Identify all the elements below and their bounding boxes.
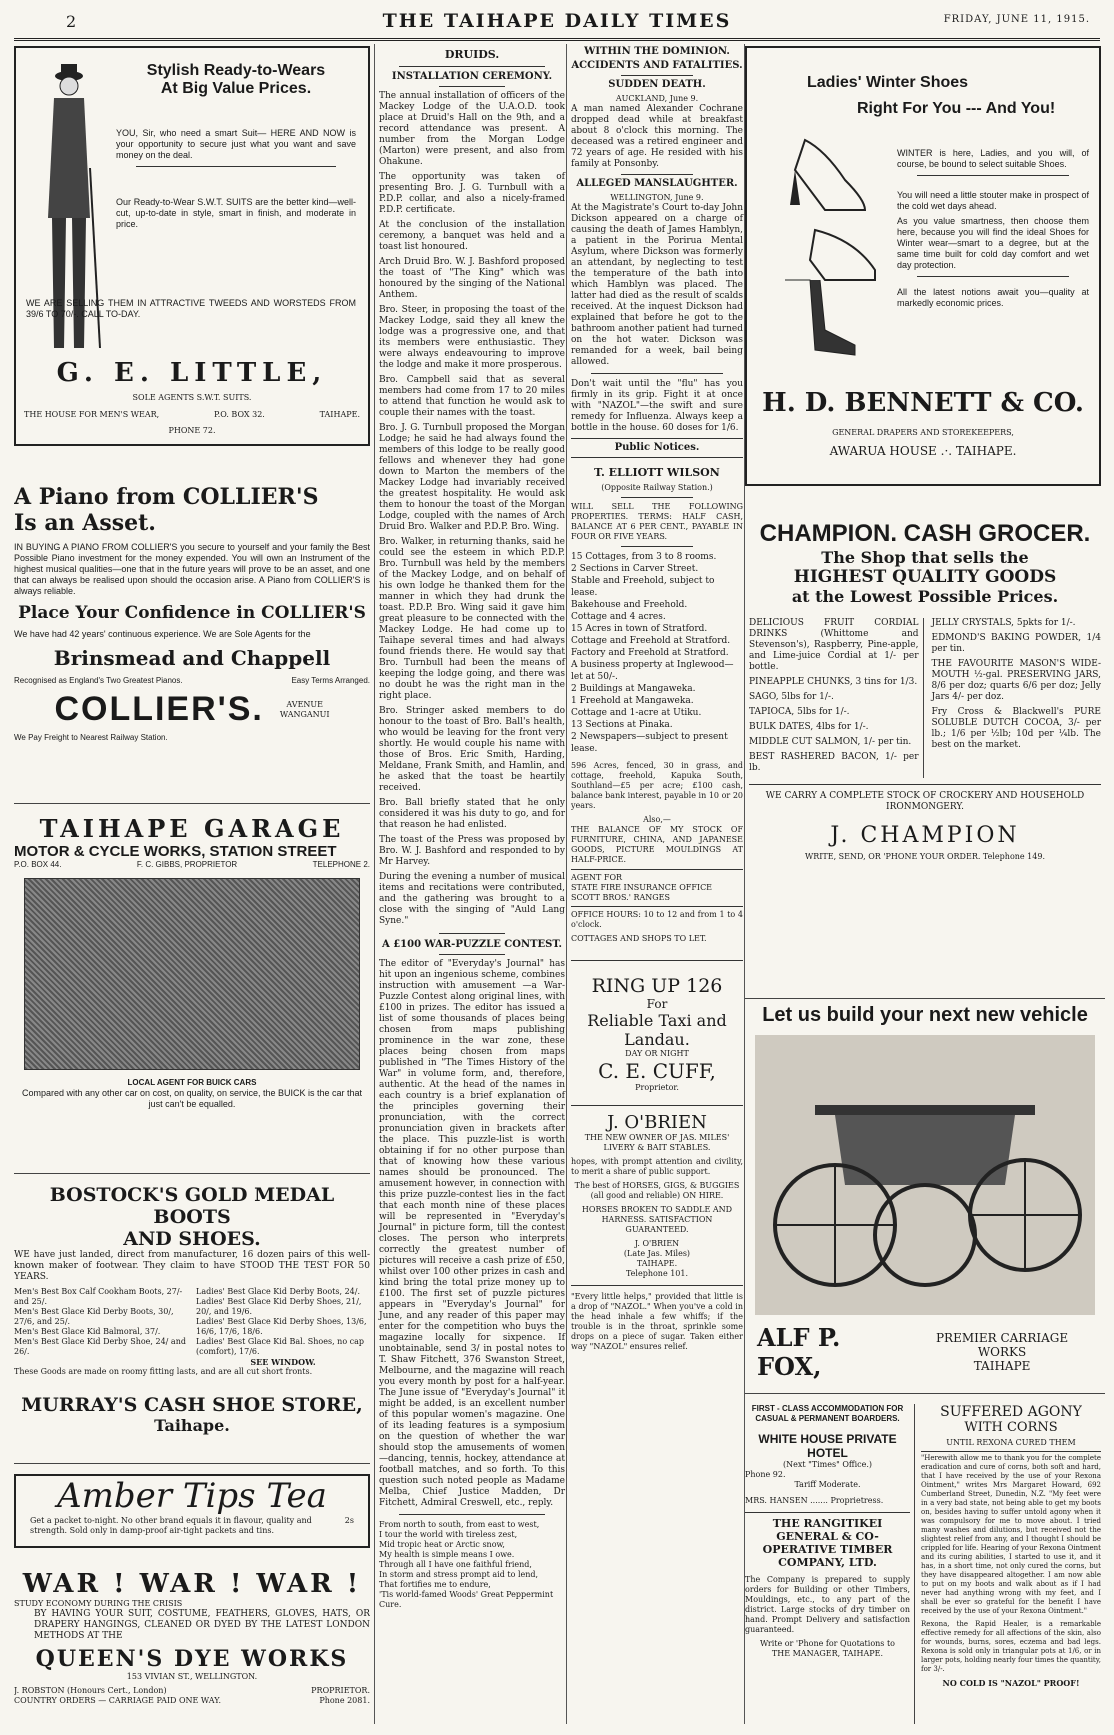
verse-line: 'Tis world-famed Woods' Great Peppermint Cure. <box>379 1590 554 1609</box>
property-item: Stable and Freehold, subject to lease. <box>571 576 715 598</box>
little-paragraph-2: Our Ready-to-Wear S.W.T. SUITS are the better kind—well-cut, up-to-date in style, smart in finish, and moderate in price. <box>116 197 356 229</box>
whitehouse-phone: Phone 92. <box>745 1470 786 1479</box>
colliers-addr-1: AVENUE <box>286 699 323 709</box>
little-phone: PHONE 72. <box>168 426 216 435</box>
whitehouse-name: WHITE HOUSE PRIVATE HOTEL <box>758 1432 897 1460</box>
war-ad <box>14 1569 370 1724</box>
puzzle-verse <box>379 1520 565 1610</box>
amber-sub: Get a packet to-night. No other brand equals it in flavour, quality and strength. Sold only in damp-proof air-tight packets and tins. <box>30 1516 312 1535</box>
nazol-ad-2: "Every little helps," provided that little is a drop of "NAZOL." When you've a cold in the head inhale a few whiffs; if the trouble is in the throat, sprinkle some drops on a piece of sugar. Taken either way "NAZOL" ensures relief. <box>571 1292 743 1351</box>
little-heading-1: Stylish Ready-to-Wears <box>146 62 326 79</box>
bennett-para-2: You will need a little stouter make in prospect of the cold wet days ahead. <box>897 190 1089 211</box>
price-item: SAGO, 5lbs for 1/-. <box>749 692 834 702</box>
garage-title: TAIHAPE GARAGE <box>39 814 345 843</box>
column-3 <box>566 44 747 1724</box>
dateline-auckland: AUCKLAND, June 9. <box>615 94 699 103</box>
price-item: DELICIOUS FRUIT CORDIAL DRINKS (Whittome and Stevenson's), Raspberry, Pine-apple, and Lime-juice Cordial at 1/- per bottle. <box>749 618 919 672</box>
rangitikei-write: Write or 'Phone for Quotations to <box>760 1639 895 1648</box>
boots-item: Ladies' Best Glace Kid Derby Shoes, 21/, 20/, and 19/6. <box>196 1297 362 1316</box>
price-item: BEST RASHERED BACON, 1/- per lb. <box>749 752 919 773</box>
boots-item: Ladies' Best Glace Kid Bal. Shoes, no cap (comfort), 17/6. <box>196 1337 365 1356</box>
rexona-title-1: SUFFERED AGONY <box>940 1404 1082 1420</box>
champion-ad <box>745 514 1105 999</box>
little-town: TAIHAPE. <box>319 410 360 419</box>
agent-scott: SCOTT BROS.' RANGES <box>571 893 670 902</box>
verse-line: Mid tropic heat or Arctic snow, <box>379 1540 505 1549</box>
boots-ad <box>14 1184 370 1394</box>
war-country: COUNTRY ORDERS — CARRIAGE PAID ONE WAY. <box>14 1696 221 1705</box>
obrien-broken: HORSES BROKEN TO SADDLE AND HARNESS. SATISFACTION GUARANTEED. <box>581 1205 733 1234</box>
price-item: Fry Cross & Blackwell's PURE SOLUBLE DUTCH COCOA, 3/- per lb.; 1/6 per ½lb; 10d per ¼lb. The best on the market. <box>931 707 1101 750</box>
little-paragraph-1: YOU, Sir, who need a smart Suit— HERE AND NOW is your opportunity to secure just what you want and save money on the deal. <box>116 128 356 160</box>
taxi-line-5: DAY OR NIGHT <box>625 1049 689 1058</box>
bennett-text <box>897 148 1089 313</box>
war-title: WAR ! WAR ! WAR ! <box>22 1569 362 1599</box>
public-notices-title: Public Notices. <box>614 442 700 453</box>
little-house: THE HOUSE FOR MEN'S WEAR, <box>24 410 160 419</box>
column-4 <box>744 44 1105 1724</box>
druids-para: The annual installation of officers of the Mackey Lodge of the U.A.O.D. took place at Druid's Hall on the 9th, and a record attendance was present. A number from the Morgan Lodge (Marton) were present, and also from Ohakune. <box>379 91 565 167</box>
car-photo <box>24 878 360 1070</box>
druids-para: Bro. J. G. Turnbull proposed the Morgan Lodge; he said he had always found the members of this lodge to be really good fellows and whenever they had gone down to Marton the members of the Mackey Lodge had invariably received the greatest hospitality. He would ask them to honour the toast of the Morgan Lodge, coupled with the names of Arch Druid Bro. Walker and P.D.P. Bro. Wing. <box>379 423 565 532</box>
war-phone: Phone 2081. <box>319 1696 370 1705</box>
druids-para: Bro. Ball briefly stated that he only considered it was his duty to go, and for that reason he had enlisted. <box>379 798 565 830</box>
obrien-owner: THE NEW OWNER OF JAS. MILES' LIVERY & BAIT STABLES. <box>584 1133 730 1152</box>
rexona-title-2: WITH CORNS <box>964 1420 1058 1435</box>
colliers-heading-1: A Piano from COLLIER'S <box>14 484 319 510</box>
rangitikei-title: THE RANGITIKEI GENERAL & CO-OPERATIVE TIMBER COMPANY, LTD. <box>762 1517 893 1569</box>
price-item: THE FAVOURITE MASON'S WIDE-MOUTH ½-gal. PRESERVING JARS, 8/6 per doz; quarts 6/6 per doz; Jelly Jars 4/- per doz. <box>931 659 1101 702</box>
colliers-terms: Easy Terms Arranged. <box>291 676 370 685</box>
property-item: 15 Cottages, from 3 to 8 rooms. <box>571 552 717 562</box>
puzzle-title: A £100 WAR-PUZZLE CONTEST. <box>381 939 563 950</box>
column-2 <box>374 44 569 1724</box>
druids-para: Bro. Walker, in returning thanks, said he could see the esteem in which P.D.P. Bro. Turnbull was held by the members of the Mackey Lodge, and on behalf of his own lodge he thanked them for the manner in which they had drunk the toast. P.D.P. Bro. Wing said it gave him great pleasure to be connected with the Mackey Lodge. He had come up to Taihape several times and had always found friends there. He would say that Bro. Turnbull had been the means of keeping the lodge going, and there was no doubt he was the right man in the right place. <box>379 537 565 701</box>
amber-title: Amber Tips Tea <box>57 1476 327 1516</box>
rexona-body: "Herewith allow me to thank you for the complete eradication and cure of corns, both soft and hard, that I have received by the use of your Rexona Ointment," writes Mrs Margaret Howard, 692 Cumberland Street, Dunedin, N.Z. "My feet were in a very bad state, not being able to get my boots on, besides having to suffer untold agony when it was compulsory for me to move about. I tried many washes and dilutions, but received not the slightest relief from any, and I thought I should be crippled for life. Hearing of your Rexona Ointment and its curing abilities, I started to use it, and it has, in a short time, not only cured the corns, but they have disappeared altogether. I am now able to put on my boots and walk about as if I had never had anything wrong with my feet, and I shall be ever so grateful for the benefit I have received by the use of your Rexona Ointment." <box>921 1454 1101 1615</box>
champion-line-2: HIGHEST QUALITY GOODS <box>793 567 1057 587</box>
price-item: EDMOND'S BAKING POWDER, 1/4 per tin. <box>931 633 1101 654</box>
little-ad <box>14 46 370 446</box>
little-agents: SOLE AGENTS S.W.T. SUITS. <box>132 393 252 402</box>
verse-line: In storm and stress prompt aid to lend, <box>379 1570 539 1579</box>
property-item: 13 Sections at Pinaka. <box>571 720 673 730</box>
taxi-line-3: Reliable Taxi and <box>587 1011 727 1030</box>
bennett-heading-1: Ladies' Winter Shoes <box>807 74 969 91</box>
obrien-town: TAIHAPE. <box>636 1259 678 1268</box>
puzzle-para: The editor of "Everyday's Journal" has hit upon an ingenious scheme, combines instruction with amusement —a War-Puzzle Contest along original lines, with £100 in prizes. The editor has issued a list of some thousands of places being chosen from maps publishing prominence in the war zone, these places being chosen from maps published in "The Times History of the War" in volume form, and, therefore, authentic. At the head of the names in each country is a brief explanation of the principles governing their pronunciation, with the correct pronunciation given in brackets after the place. This puzzle-list is worth obtaining if for no other purpose than that of knowing how these various names should be pronounced. The amusement however, in connection with this prize puzzle-contest lies in the fact that each month nine of these places will be represented in "Everyday's Journal" in picture form, till the contest closes. The person who interprets correctly the greatest number of pictures will receive a cash prize of £50, whilst over 100 other prizes in cash and kind bring the total prize money up to £100. The first set of puzzle pictures appears in "Everyday's Journal" for June, and any reader of this paper may enter for the competition who buys the magazine locally for sixpence. If unobtainable, send 3/ in postal notes to T. Shaw Fitchett, 376 Swanston Street, Melbourne, and the magazine will reach you every month by post for a half-year. The June issue of "Everyday's Journal" it might be added, is an excellent number of this popular women's magazine. One of its leading features is a symposium on the question of whether the war should stop the amusements of women —dancing, tennis, hockey, attendance at football matches, and so forth. To this question such noted people as Madame Melba, Chief Justice Madden, Dr Fitchett, Admiral Creswell, etc., reply. <box>379 959 565 1508</box>
obrien-tel: Telephone 101. <box>625 1269 689 1278</box>
wilson-also: Also,— <box>643 815 671 824</box>
obrien-hopes: hopes, with prompt attention and civility, to merit a share of public support. <box>571 1157 743 1176</box>
druids-subtitle: INSTALLATION CEREMONY. <box>391 71 553 82</box>
druids-para: Bro. Steer, in proposing the toast of the Mackey Lodge, said they all knew the lodge was a progressive one, and that its members were enthusiastic. They were always endeavouring to improve the lodge and make it more prosperous. <box>379 305 565 370</box>
boots-title-2: AND SHOES. <box>123 1228 261 1250</box>
property-item: Cottage and 1-acre at Utiku. <box>571 708 702 718</box>
bennett-para-1: WINTER is here, Ladies, and you will, of course, be bound to select suitable Shoes. <box>897 148 1089 169</box>
rangitikei-manager: THE MANAGER, TAIHAPE. <box>771 1649 884 1658</box>
little-name: G. E. LITTLE, <box>56 358 328 388</box>
fox-name: ALF P. FOX, <box>757 1323 841 1381</box>
boots-item: Men's Best Glace Kid Derby Boots, 30/, 27/6, and 25/. <box>14 1307 174 1326</box>
garage-prop: F. C. GIBBS, PROPRIETOR <box>136 860 238 869</box>
queens-dye-works: QUEEN'S DYE WORKS <box>35 1646 349 1672</box>
whitehouse-tariff: Tariff Moderate. <box>794 1480 861 1489</box>
page-number: 2 <box>66 12 77 31</box>
garage-tel: TELEPHONE 2. <box>312 860 370 869</box>
murray-town: Taihape. <box>154 1416 230 1435</box>
garage-agent: LOCAL AGENT FOR BUICK CARS <box>127 1078 257 1087</box>
champion-price-list <box>749 618 1101 778</box>
boots-item: Men's Best Box Calf Cookham Boots, 27/- and 25/. <box>14 1287 183 1306</box>
agent-for: AGENT FOR <box>571 873 623 882</box>
rangitikei-body: The Company is prepared to supply orders for Building or other Timbers, Mouldings, etc., to any part of the district. Large stocks of dry timber on hand. Prompt Delivery and satisfaction guaranteed. <box>745 1575 910 1634</box>
druids-para: Bro. Campbell said that as several members had come from 17 to 20 miles to attend that function he would ask to couple their names with the toast. <box>379 375 565 418</box>
war-economy: STUDY ECONOMY DURING THE CRISIS <box>14 1599 183 1608</box>
taxi-line-2: For <box>646 997 668 1011</box>
shoes-illustration <box>765 130 885 360</box>
obrien-late: (Late Jas. Miles) <box>623 1249 691 1258</box>
property-item: 2 Buildings at Mangaweka. <box>571 684 696 694</box>
boots-item: Ladies' Best Glace Kid Derby Boots, 24/. <box>196 1287 360 1296</box>
little-selling: WE ARE SELLING THEM IN ATTRACTIVE TWEEDS AND WORSTEDS FROM 39/6 TO 70/-. CALL TO-DAY. <box>26 298 356 319</box>
murray-name: MURRAY'S CASH SHOE STORE, <box>21 1394 363 1416</box>
obrien-name: J. O'BRIEN <box>607 1112 707 1133</box>
murray-store <box>14 1394 370 1464</box>
colliers-place: Place Your Confidence in COLLIER'S <box>18 603 366 623</box>
price-item: MIDDLE CUT SALMON, 1/- per tin. <box>749 737 912 747</box>
whitehouse-next: (Next "Times" Office.) <box>782 1460 873 1469</box>
boots-intro: WE have just landed, direct from manufacturer, 16 dozen pairs of this well-known maker of footwear. They claim to have STOOD THE TEST FOR 50 YEARS. <box>14 1250 370 1282</box>
war-body: BY HAVING YOUR SUIT, COSTUME, FEATHERS, GLOVES, HATS, OR DRAPERY HANGINGS, CLEANED OR DYED BY THE LATEST LONDON METHODS AT THE <box>34 1609 370 1641</box>
rexona-footer: NO COLD IS "NAZOL" PROOF! <box>942 1678 1080 1688</box>
bennett-ad <box>745 46 1101 486</box>
wilson-name: T. ELLIOTT WILSON <box>594 466 720 479</box>
wilson-opp: (Opposite Railway Station.) <box>601 483 713 492</box>
price-item: BULK DATES, 4lbs for 1/-. <box>749 722 869 732</box>
taxi-ad <box>571 975 743 1093</box>
colliers-ad <box>14 484 370 804</box>
bennett-heading-2: Right For You --- And You! <box>857 100 1056 117</box>
champion-stock: WE CARRY A COMPLETE STOCK OF CROCKERY AND HOUSEHOLD IRONMONGERY. <box>765 791 1085 812</box>
amber-price: 2s <box>344 1516 354 1525</box>
amber-ad <box>14 1474 370 1548</box>
druids-para: The opportunity was taken of presenting Bro. J. G. Turnbull with a P.D.P. collar, and also a nicely-framed P.D.P. certificate. <box>379 172 565 215</box>
boots-note: These Goods are made on roomy fitting lasts, and are all cut short fronts. <box>14 1367 313 1376</box>
war-prop: J. ROBSTON (Honours Cert., London) <box>14 1686 167 1695</box>
boots-item: Men's Best Glace Kid Balmoral, 37/. <box>14 1327 161 1336</box>
bennett-para-4: All the latest notions await you—quality at markedly economic prices. <box>897 287 1089 308</box>
dominion-para-1: A man named Alexander Cochrane dropped dead while at breakfast about 8 o'clock this morning. The deceased was a retired engineer and 72 years of age. He resided with his family at Ponsonby. <box>571 104 743 169</box>
sudden-death: SUDDEN DEATH. <box>608 79 706 90</box>
dateline-wellington: WELLINGTON, June 9. <box>610 193 704 202</box>
property-item: 2 Newspapers—subject to present lease. <box>571 732 728 754</box>
colliers-brands: Brinsmead and Chappell <box>53 646 331 670</box>
champion-line-3: at the Lowest Possible Prices. <box>791 587 1059 606</box>
property-item: 15 Acres in town of Stratford. <box>571 624 708 634</box>
fox-heading: Let us build your next new vehicle <box>762 1004 1088 1026</box>
whitehouse-ad <box>745 1404 915 1724</box>
bennett-house: AWARUA HOUSE .·. TAIHAPE. <box>829 444 1017 458</box>
colliers-body: IN BUYING A PIANO FROM COLLIER'S you secure to yourself and your family the Best Possible Piano investment for the money expended. You will own an Instrument of the highest musical qualities—one that in the future years will prove to be an asset, and one that can always be realised upon should the occasion arise. A Piano from COLLIER'S is always reliable. <box>14 542 370 596</box>
little-po: P.O. BOX 32. <box>213 410 265 419</box>
garage-ad <box>14 814 370 1174</box>
druids-title: DRUIDS. <box>444 48 500 61</box>
dominion-title: WITHIN THE DOMINION. <box>584 46 730 57</box>
taxi-line-1: RING UP 126 <box>591 975 723 997</box>
colliers-addr-2: WANGANUI <box>279 709 330 719</box>
verse-line: I tour the world with tireless zest, <box>379 1530 518 1539</box>
taxi-prop: Proprietor. <box>635 1083 679 1092</box>
verse-line: My health is simple means I owe. <box>379 1550 515 1559</box>
obrien-best: The best of HORSES, GIGS, & BUGGIES (all good and reliable) ON HIRE. <box>574 1181 740 1200</box>
champion-line-1: The Shop that sells the <box>821 548 1029 567</box>
colliers-recognised: Recognised as England's Two Greatest Pianos. <box>14 676 183 685</box>
whitehouse-first: FIRST - CLASS ACCOMMODATION FOR CASUAL & PERMANENT BOARDERS. <box>751 1404 904 1423</box>
druids-para: Arch Druid Bro. W. J. Bashford proposed the toast of "The King" which was honoured by the singing of the National Anthem. <box>379 257 565 300</box>
verse-line: From north to south, from east to west, <box>379 1520 540 1529</box>
druids-para: The toast of the Press was proposed by Bro. W. J. Bashford and responded to by Mr Harvey. <box>379 835 565 867</box>
fox-ad <box>745 1004 1105 1394</box>
verse-line: Through all I have one faithful friend, <box>379 1560 532 1569</box>
property-item: Cottage and Freehold at Stratford. <box>571 636 731 646</box>
colliers-years: We have had 42 years' continuous experience. We are Sole Agents for the <box>14 629 311 639</box>
garage-subtitle: MOTOR & CYCLE WORKS, STATION STREET <box>14 843 337 860</box>
garage-box: P.O. BOX 44. <box>14 860 62 869</box>
issue-date: FRIDAY, JUNE 11, 1915. <box>943 14 1090 25</box>
colliers-heading-2: Is an Asset. <box>14 510 156 536</box>
champion-write: WRITE, SEND, OR 'PHONE YOUR ORDER. Telephone 149. <box>805 852 1045 861</box>
property-item: A business property at Inglewood—let at 50/-. <box>571 660 734 682</box>
newspaper-title: THE TAIHAPE DAILY TIMES <box>382 10 732 32</box>
garage-compare: Compared with any other car on cost, on quality, on service, the BUICK is the car that just can't be equalled. <box>22 1088 362 1109</box>
rexona-ad <box>921 1404 1101 1724</box>
little-heading-2: At Big Value Prices. <box>160 80 312 97</box>
rexona-body-2: Rexona, the Rapid Healer, is a remarkable effective remedy for all affections of the skin, also for wounds, burns, sores, eczema and bad legs. Rexona is sold only in triangular pots at 1/6, or in larger pots, holding nearly four times the quantity, for 3/-. <box>921 1620 1101 1673</box>
druids-para: During the evening a number of musical items and recitations were contributed, and the gathering was brought to a close with the singing of "Auld Lang Syne." <box>379 872 565 926</box>
little-text <box>116 62 356 234</box>
boots-title-1: BOSTOCK'S GOLD MEDAL BOOTS <box>49 1184 335 1228</box>
obrien-sig: J. O'BRIEN <box>634 1239 680 1248</box>
fox-town: TAIHAPE <box>973 1359 1031 1373</box>
property-item: Bakehouse and Freehold. <box>571 600 688 610</box>
bennett-name: H. D. BENNETT & CO. <box>762 388 1084 418</box>
champion-name: J. CHAMPION <box>830 823 1020 848</box>
manslaughter-head: ALLEGED MANSLAUGHTER. <box>576 178 738 189</box>
druids-para: Bro. Stringer asked members to do honour to the toast of Bro. Ball's health, who would be leaving for the front very shortly. He would couple his name with those of Bros. Eric Smith, Harding, Meldane, Frank Smith, and Hamlin, and he asked that the toast be heartily received. <box>379 706 565 793</box>
price-item: JELLY CRYSTALS, 5pkts for 1/-. <box>931 618 1076 628</box>
bennett-para-3: As you value smartness, then choose them here, because you will find the ideal Shoes for Winter wear—smart to a degree, but at the same time built for cold day comfort and wet day protection. <box>897 216 1089 270</box>
property-list <box>571 551 743 755</box>
fox-works: PREMIER CARRIAGE WORKS <box>935 1331 1069 1359</box>
property-item: Cottage and 4 acres. <box>571 612 666 622</box>
colliers-name: COLLIER'S. <box>54 690 264 728</box>
masthead <box>14 8 1100 41</box>
nazol-ad: Don't wait until the "flu" has you firmly in its grip. Fight it at once with "NAZOL"—the swift and sure remedy for Influenza. Always keep a bottle in the house. 60 doses for 1/6. <box>571 379 743 433</box>
dominion-sub: ACCIDENTS AND FATALITIES. <box>571 60 743 71</box>
boots-list <box>14 1287 370 1367</box>
agent-state-fire: STATE FIRE INSURANCE OFFICE <box>571 883 713 892</box>
price-item: PINEAPPLE CHUNKS, 3 tins for 1/3. <box>749 677 918 687</box>
office-hours: OFFICE HOURS: 10 to 12 and from 1 to 4 o'clock. <box>571 910 743 929</box>
boots-item: Men's Best Glace Kid Derby Shoe, 24/ and 26/. <box>14 1337 186 1356</box>
cottages-to-let: COTTAGES AND SHOPS TO LET. <box>571 934 707 943</box>
boots-item: Ladies' Best Glace Kid Derby Shoes, 13/6, 16/6, 17/6, 18/6. <box>196 1317 367 1336</box>
wilson-sell: WILL SELL THE FOLLOWING PROPERTIES. TERMS: HALF CASH, BALANCE AT 6 PER CENT., PAYABLE IN FOUR OR FIVE YEARS. <box>571 502 743 541</box>
boots-see: SEE WINDOW. <box>250 1357 316 1367</box>
dominion-para-2: At the Magistrate's Court to-day John Dickson appeared on a charge of causing the death of James Hamblyn, a patient in the Porirua Mental Asylum, where Dickson was formerly an attendant, by neglecting to test the temperature of the bath into which Hamblyn was placed. The latter had died as the result of scalds received. At the inquest Dickson had explained that before he got to the bathroom another patient had turned on the hot water. Dickson was remanded for a week, bail being allowed. <box>571 203 743 367</box>
taxi-line-4: Landau. <box>624 1030 690 1049</box>
druids-para: At the conclusion of the installation ceremony, a banquet was held and a toast list honoured. <box>379 220 565 252</box>
champion-title: CHAMPION. CASH GROCER. <box>759 520 1091 547</box>
property-item: 1 Freehold at Mangaweka. <box>571 696 694 706</box>
buggy-illustration <box>755 1035 1095 1315</box>
bennett-sub: GENERAL DRAPERS AND STOREKEEPERS, <box>832 428 1014 437</box>
colliers-freight: We Pay Freight to Nearest Railway Station. <box>14 733 168 742</box>
wilson-balance: THE BALANCE OF MY STOCK OF FURNITURE, CHINA, AND JAPANESE GOODS, PICTURE MOULDINGS AT HALF-PRICE. <box>571 825 743 864</box>
whitehouse-prop: MRS. HANSEN ....... Proprietress. <box>745 1496 884 1505</box>
taxi-name: C. E. CUFF, <box>598 1059 716 1083</box>
rexona-title-3: UNTIL REXONA CURED THEM <box>946 1438 1076 1447</box>
property-item: Factory and Freehold at Stratford. <box>571 648 729 658</box>
property-item: 2 Sections in Carver Street. <box>571 564 699 574</box>
verse-line: That fortifies me to endure, <box>379 1580 491 1589</box>
price-item: TAPIOCA, 5lbs for 1/-. <box>749 707 850 717</box>
war-propr: PROPRIETOR. <box>311 1686 370 1695</box>
war-address: 153 VIVIAN ST., WELLINGTON. <box>126 1672 258 1681</box>
wilson-acres: 596 Acres, fenced, 30 in grass, and cottage, freehold, Kapuka South, Southland—£5 per acre; £100 cash, balance bank interest, payable in 10 or 20 years. <box>571 761 743 810</box>
column-1 <box>14 44 370 1724</box>
